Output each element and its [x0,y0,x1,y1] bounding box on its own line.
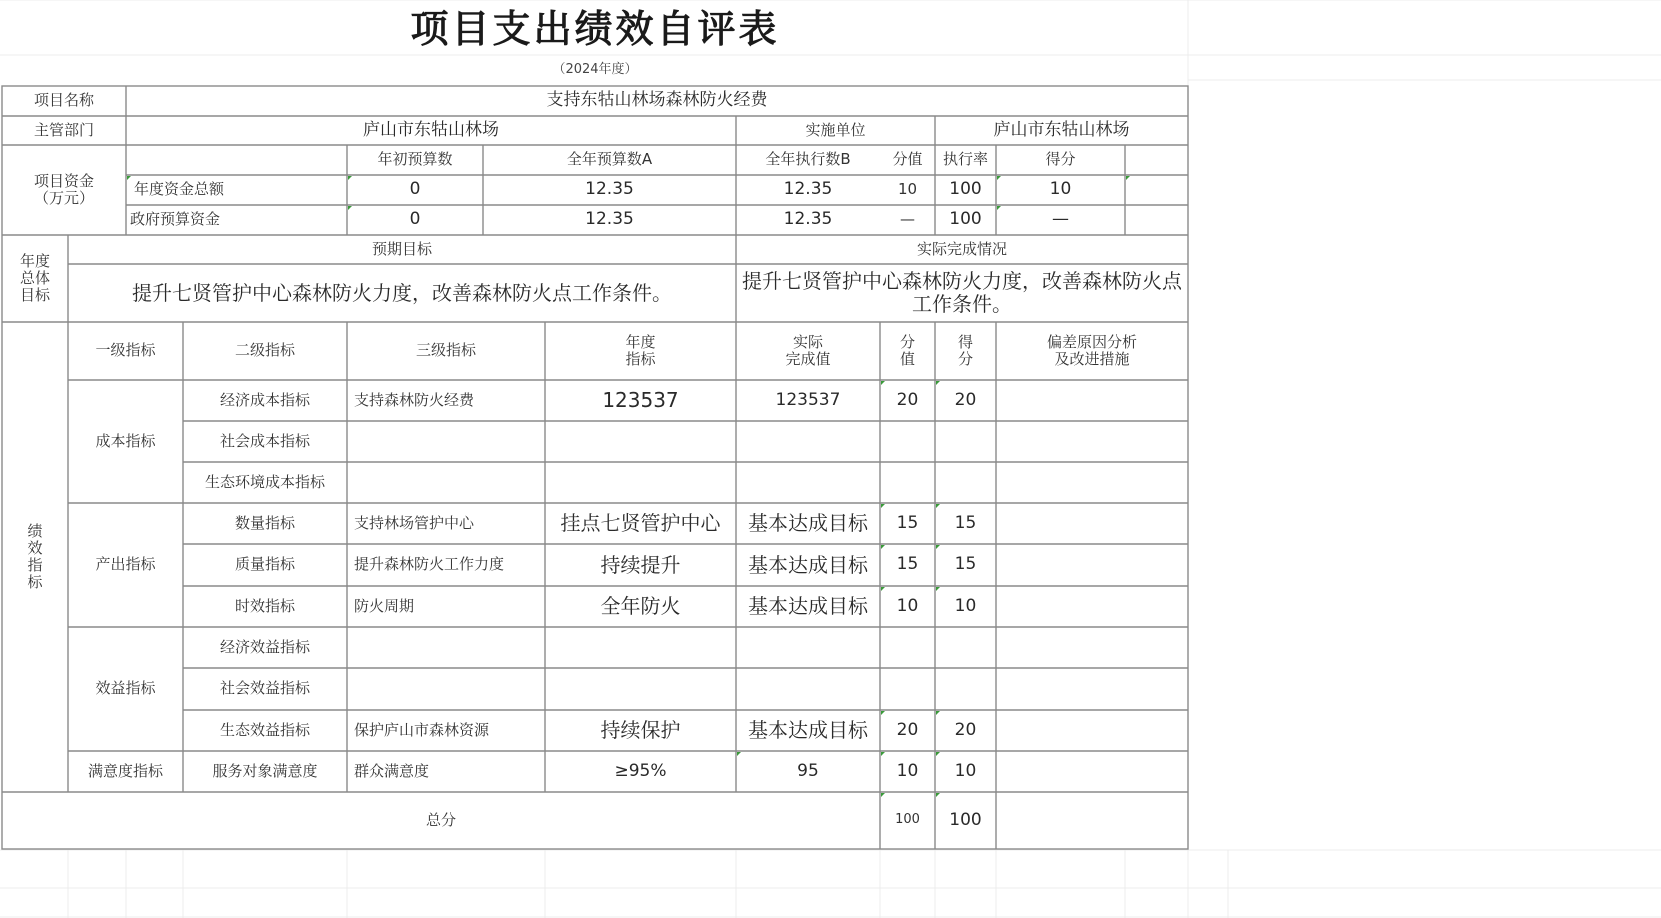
funds-row-executed: 12.35 [783,179,833,200]
level2-cell: 质量指标 [234,555,295,574]
dept-label: 主管部门 [33,120,94,139]
score-cell: 10 [954,760,977,781]
funds-col-score-value: 分值 [892,150,923,169]
col-score-value-header-1: 分 [899,332,915,351]
score-value-cell: 10 [896,760,919,781]
actual-cell [736,462,880,503]
score-value-cell: 20 [896,719,919,740]
col-target-header-1: 年度 [625,332,656,351]
score-cell: 20 [954,719,977,740]
level3-cell: 提升森林防火工作力度 [354,555,505,574]
level3-cell [350,462,549,503]
goals-label-1: 年度 [19,251,50,270]
level2-cell: 社会成本指标 [219,431,310,450]
goals-expected-text: 提升七贤管护中心森林防火力度，改善森林防火点工作条件。 [132,280,672,305]
actual-cell: 基本达成目标 [748,594,868,618]
score-value-cell: 10 [896,595,919,616]
actual-cell: 95 [797,760,819,781]
level3-cell: 支持森林防火经费 [354,390,475,409]
col-analysis-header-2: 及改进措施 [1054,350,1130,368]
funds-row-name: 政府预算资金 [130,210,221,229]
page-title: 项目支出绩效自评表 [410,7,780,52]
funds-label-line2: （万元） [33,189,94,207]
score-value-cell: 15 [896,554,919,575]
score-cell: 15 [954,554,977,575]
indicators-side-2: 效 [27,538,43,557]
actual-cell: 基本达成目标 [748,511,868,535]
col-analysis-header [996,322,1188,380]
level3-cell [350,627,549,668]
actual-cell: 基本达成目标 [748,718,868,742]
actual-cell [736,668,880,710]
total-label: 总分 [425,810,456,829]
score-value-cell [880,421,935,462]
funds-row-initial: 0 [409,179,421,200]
level2-cell: 经济效益指标 [219,637,310,656]
funds-row-score-value: — [900,210,915,229]
goals-expected-header: 预期目标 [371,239,432,258]
score-cell [935,462,996,503]
col-actual-header-1: 实际 [792,332,823,351]
goals-label-3: 目标 [19,286,50,305]
actual-cell [736,627,880,668]
col-level2-header: 二级指标 [234,341,295,360]
level2-cell: 服务对象满意度 [212,761,318,780]
dept-value: 庐山市东牯山林场 [363,119,499,140]
level1-output: 产出指标 [95,555,156,574]
level3-cell: 防火周期 [354,596,415,615]
funds-col-executed: 全年执行数B [765,150,851,169]
funds-row-budget: 12.35 [585,179,634,200]
project-name-value: 支持东牯山林场森林防火经费 [546,90,768,111]
col-score-header [935,322,996,380]
col-score-value-header [880,322,935,380]
level1-satisfaction: 满意度指标 [87,761,163,780]
level1-cost: 成本指标 [95,431,156,450]
goals-actual-header: 实际完成情况 [916,239,1007,258]
goals-label-2: 总体 [19,268,50,287]
target-cell: 全年防火 [600,594,681,618]
score-value-cell [880,627,935,668]
col-level3-header: 三级指标 [415,341,476,360]
funds-label-line1: 项目资金 [33,171,94,190]
funds-col-score: 得分 [1045,150,1076,169]
target-cell: 持续保护 [600,718,681,742]
indicators-side-1: 绩 [27,521,43,540]
total-score: 100 [949,809,982,830]
col-score-header-2: 分 [957,350,973,368]
funds-row-score: — [1052,209,1069,230]
level2-cell: 生态环境成本指标 [204,472,325,491]
col-target-header [545,322,736,380]
level3-cell [350,421,549,462]
project-name-label: 项目名称 [33,91,94,110]
level2-cell: 时效指标 [234,596,295,615]
level3-cell [350,668,549,710]
score-value-cell [880,668,935,710]
level1-benefit: 效益指标 [95,679,156,698]
funds-col-budget: 全年预算数A [566,150,653,169]
col-actual-header [736,322,880,380]
target-cell: 持续提升 [600,552,681,577]
funds-row-budget: 12.35 [585,209,634,230]
actual-cell [736,421,880,462]
level2-cell: 生态效益指标 [219,720,310,739]
target-cell: 123537 [602,388,679,412]
score-value-cell: 20 [896,389,919,410]
level3-cell: 支持林场管护中心 [354,513,475,532]
impl-label: 实施单位 [805,120,866,139]
col-actual-header-2: 完成值 [785,350,831,368]
col-level1-header: 一级指标 [95,341,156,360]
funds-row-rate: 100 [949,209,982,230]
goals-actual-text: 提升七贤管护中心森林防火力度，改善森林防火点工作条件。 [742,269,1182,316]
year-label: （2024年度） [552,61,638,77]
impl-value: 庐山市东牯山林场 [993,119,1130,140]
total-score-value: 100 [895,812,920,828]
target-cell: 挂点七贤管护中心 [560,511,721,535]
score-value-cell [880,462,935,503]
funds-row-score-value: 10 [897,180,918,199]
goals-label [2,235,68,322]
col-score-value-header-2: 值 [899,350,915,368]
target-cell [545,627,736,668]
score-cell [935,627,996,668]
target-cell [545,421,736,462]
funds-row-name: 年度资金总额 [134,180,225,199]
score-cell: 20 [954,389,977,410]
funds-row-executed: 12.35 [783,209,833,230]
score-cell: 15 [954,512,977,533]
funds-row-rate: 100 [949,179,982,200]
level2-cell: 经济成本指标 [219,390,310,409]
funds-col-rate: 执行率 [942,150,988,169]
score-cell: 10 [954,595,977,616]
funds-label [2,145,126,235]
level3-cell: 群众满意度 [354,761,430,780]
col-analysis-header-1: 偏差原因分析 [1046,332,1137,351]
score-cell [935,668,996,710]
col-score-header-1: 得 [957,332,973,351]
actual-cell: 基本达成目标 [748,552,868,577]
target-cell: ≥95% [614,760,667,781]
score-value-cell: 15 [896,512,919,533]
col-target-header-2: 指标 [625,350,656,368]
indicators-side-label [2,322,68,792]
score-cell [935,421,996,462]
level3-cell: 保护庐山市森林资源 [354,720,490,739]
funds-row-score: 10 [1049,179,1072,200]
indicators-side-4: 标 [27,573,43,592]
level2-cell: 社会效益指标 [219,679,310,698]
funds-col-initial: 年初预算数 [377,150,453,169]
actual-cell: 123537 [775,389,841,410]
level2-cell: 数量指标 [234,513,295,532]
target-cell [545,668,736,710]
funds-row-initial: 0 [409,209,421,230]
indicators-side-3: 指 [27,556,43,574]
target-cell [545,462,736,503]
